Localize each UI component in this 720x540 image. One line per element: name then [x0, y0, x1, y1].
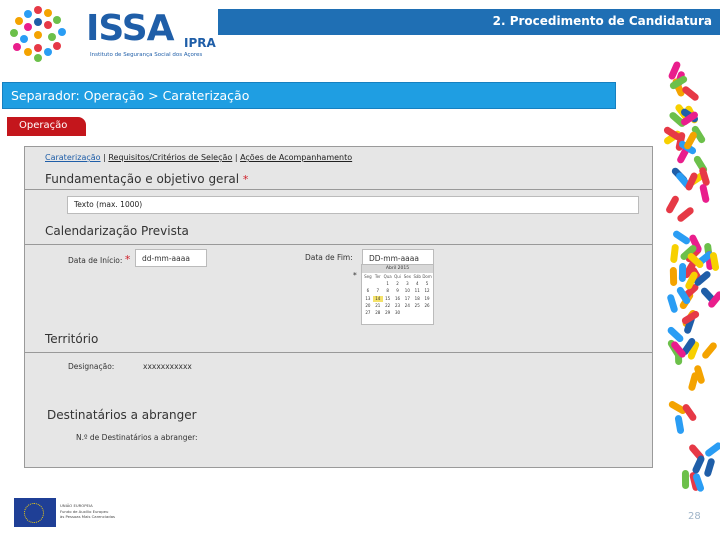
decorative-stripe [703, 457, 715, 477]
calendar-day-name: Qui [394, 274, 401, 279]
calendar-day[interactable]: 19 [424, 295, 430, 301]
decorative-stripe [699, 184, 710, 204]
tab-separator: | [234, 153, 238, 162]
decorative-stripe [703, 441, 720, 458]
calendar-day [363, 281, 373, 287]
calendar-day[interactable]: 22 [385, 302, 391, 308]
tab-requisitos[interactable]: Requisitos/Critérios de Seleção [108, 153, 233, 162]
decorative-stripe [666, 293, 678, 313]
destinatarios-count-label: N.º de Destinatários a abranger: [76, 433, 198, 442]
calendar-day-name: Ter [374, 274, 381, 279]
tab-operacao[interactable] [7, 117, 86, 136]
calendar-day[interactable]: 10 [404, 288, 410, 294]
decorative-stripe [670, 243, 679, 263]
logo-suffix: IPRA [184, 36, 216, 50]
eu-fund-text [60, 503, 115, 520]
eu-line: às Pessoas Mais Carenciadas [60, 514, 116, 519]
required-mark: * [242, 173, 249, 186]
start-date-placeholder: dd-mm-aaaa [142, 254, 190, 263]
tab-operacao-label: Operação [19, 120, 68, 131]
fundamentacao-title-text: Fundamentação e objetivo geral [45, 172, 240, 186]
end-date-required-mark: * [353, 271, 357, 280]
calendar-day [373, 281, 383, 287]
decorative-stripe [681, 85, 700, 102]
calendar-day[interactable]: 20 [365, 302, 371, 308]
eu-line: UNIÃO EUROPEIA [60, 503, 93, 508]
decorative-stripes [668, 40, 720, 510]
calendar-day-name: Qua [383, 274, 392, 279]
calendar-day[interactable]: 18 [414, 295, 420, 301]
divider [25, 244, 652, 245]
calendar-day [422, 310, 432, 316]
page-number: 28 [688, 511, 701, 522]
calendar-day[interactable]: 8 [386, 288, 389, 294]
separator-banner [2, 82, 616, 109]
decorative-stripe [674, 415, 684, 435]
calendar-day-name: Seg [364, 274, 372, 279]
decorative-stripe [679, 263, 686, 282]
calendar-day[interactable]: 13 [365, 295, 371, 301]
calendar-day-name: Dom [422, 274, 432, 279]
calendar-day[interactable]: 5 [425, 281, 429, 287]
decorative-stripe [676, 206, 695, 223]
start-date-input[interactable] [135, 249, 207, 267]
form-panel [24, 146, 653, 468]
calendar-day[interactable]: 28 [375, 309, 381, 315]
start-date-label [68, 253, 130, 266]
calendar-day[interactable]: 14 [373, 296, 383, 302]
calendar-day[interactable]: 11 [414, 288, 420, 294]
calendar-day-name: Sex [403, 274, 411, 279]
calendar-day[interactable]: 24 [404, 302, 410, 308]
end-date-label: Data de Fim: [305, 253, 353, 262]
territorio-title: Território [45, 332, 99, 346]
fundamentacao-field[interactable] [67, 196, 639, 214]
calendar-day[interactable]: 30 [394, 309, 401, 315]
calendar-day[interactable]: 16 [394, 295, 401, 301]
calendar-day[interactable]: 2 [396, 281, 399, 287]
calendar-day[interactable]: 4 [415, 281, 419, 287]
calendar-day[interactable]: 29 [385, 309, 391, 315]
tab-caraterizacao[interactable]: Caraterização [45, 153, 101, 162]
required-mark: * [124, 253, 131, 266]
calendar-grid [362, 273, 433, 317]
calendar-day[interactable]: 9 [396, 288, 399, 294]
calendar-month: Abril 2015 [362, 265, 433, 273]
decorative-stripe [670, 267, 677, 286]
decorative-stripe [701, 340, 719, 359]
decorative-stripe [682, 470, 689, 489]
designation-value[interactable]: xxxxxxxxxxx [143, 362, 192, 371]
eu-line: Fundo de Auxílio Europeu [60, 508, 109, 514]
logo-subtitle: Instituto de Segurança Social dos Açores [90, 52, 203, 58]
eu-flag-icon [14, 498, 56, 527]
end-date-placeholder: DD-mm-aaaa [369, 254, 419, 263]
start-date-label-text: Data de Início: [68, 256, 123, 265]
decorative-stripe [665, 195, 680, 215]
form-tabs [45, 153, 352, 162]
calendar-day[interactable]: 12 [424, 288, 430, 294]
calendar-day[interactable]: 26 [424, 302, 430, 308]
calendar-day[interactable]: 1 [386, 281, 389, 287]
calendar-day[interactable]: 23 [394, 302, 401, 308]
calendar-day[interactable]: 21 [375, 302, 381, 308]
calendar-day[interactable]: 17 [404, 295, 410, 301]
calendar-day[interactable]: 15 [385, 295, 391, 301]
fundamentacao-title [45, 172, 248, 186]
divider [25, 352, 652, 353]
calendar-day[interactable]: 27 [365, 309, 371, 315]
calendar-day-name: Sáb [413, 274, 421, 279]
calendarizacao-title: Calendarização Prevista [45, 224, 189, 238]
header-bar [218, 9, 720, 35]
calendar-day[interactable]: 6 [366, 288, 370, 294]
calendar-day[interactable]: 7 [376, 288, 380, 294]
tab-separator: | [103, 153, 106, 162]
logo-wordmark: ISSA [86, 8, 174, 49]
fundamentacao-placeholder: Texto (max. 1000) [74, 200, 143, 209]
separator-text: Separador: Operação > Caraterização [11, 88, 250, 103]
calendar-day [402, 310, 412, 316]
page-title: 2. Procedimento de Candidatura [492, 14, 712, 28]
logo-dots-icon [8, 6, 70, 62]
eu-stars-icon [24, 503, 44, 523]
date-picker[interactable] [361, 264, 434, 325]
tab-acoes[interactable]: Ações de Acompanhamento [240, 153, 353, 162]
calendar-day[interactable]: 25 [414, 302, 420, 308]
destinatarios-title: Destinatários a abranger [47, 408, 197, 422]
divider [25, 189, 652, 190]
designation-label: Designação: [68, 362, 115, 371]
calendar-day[interactable]: 3 [406, 281, 409, 287]
calendar-day [412, 310, 422, 316]
issa-logo [8, 6, 216, 64]
